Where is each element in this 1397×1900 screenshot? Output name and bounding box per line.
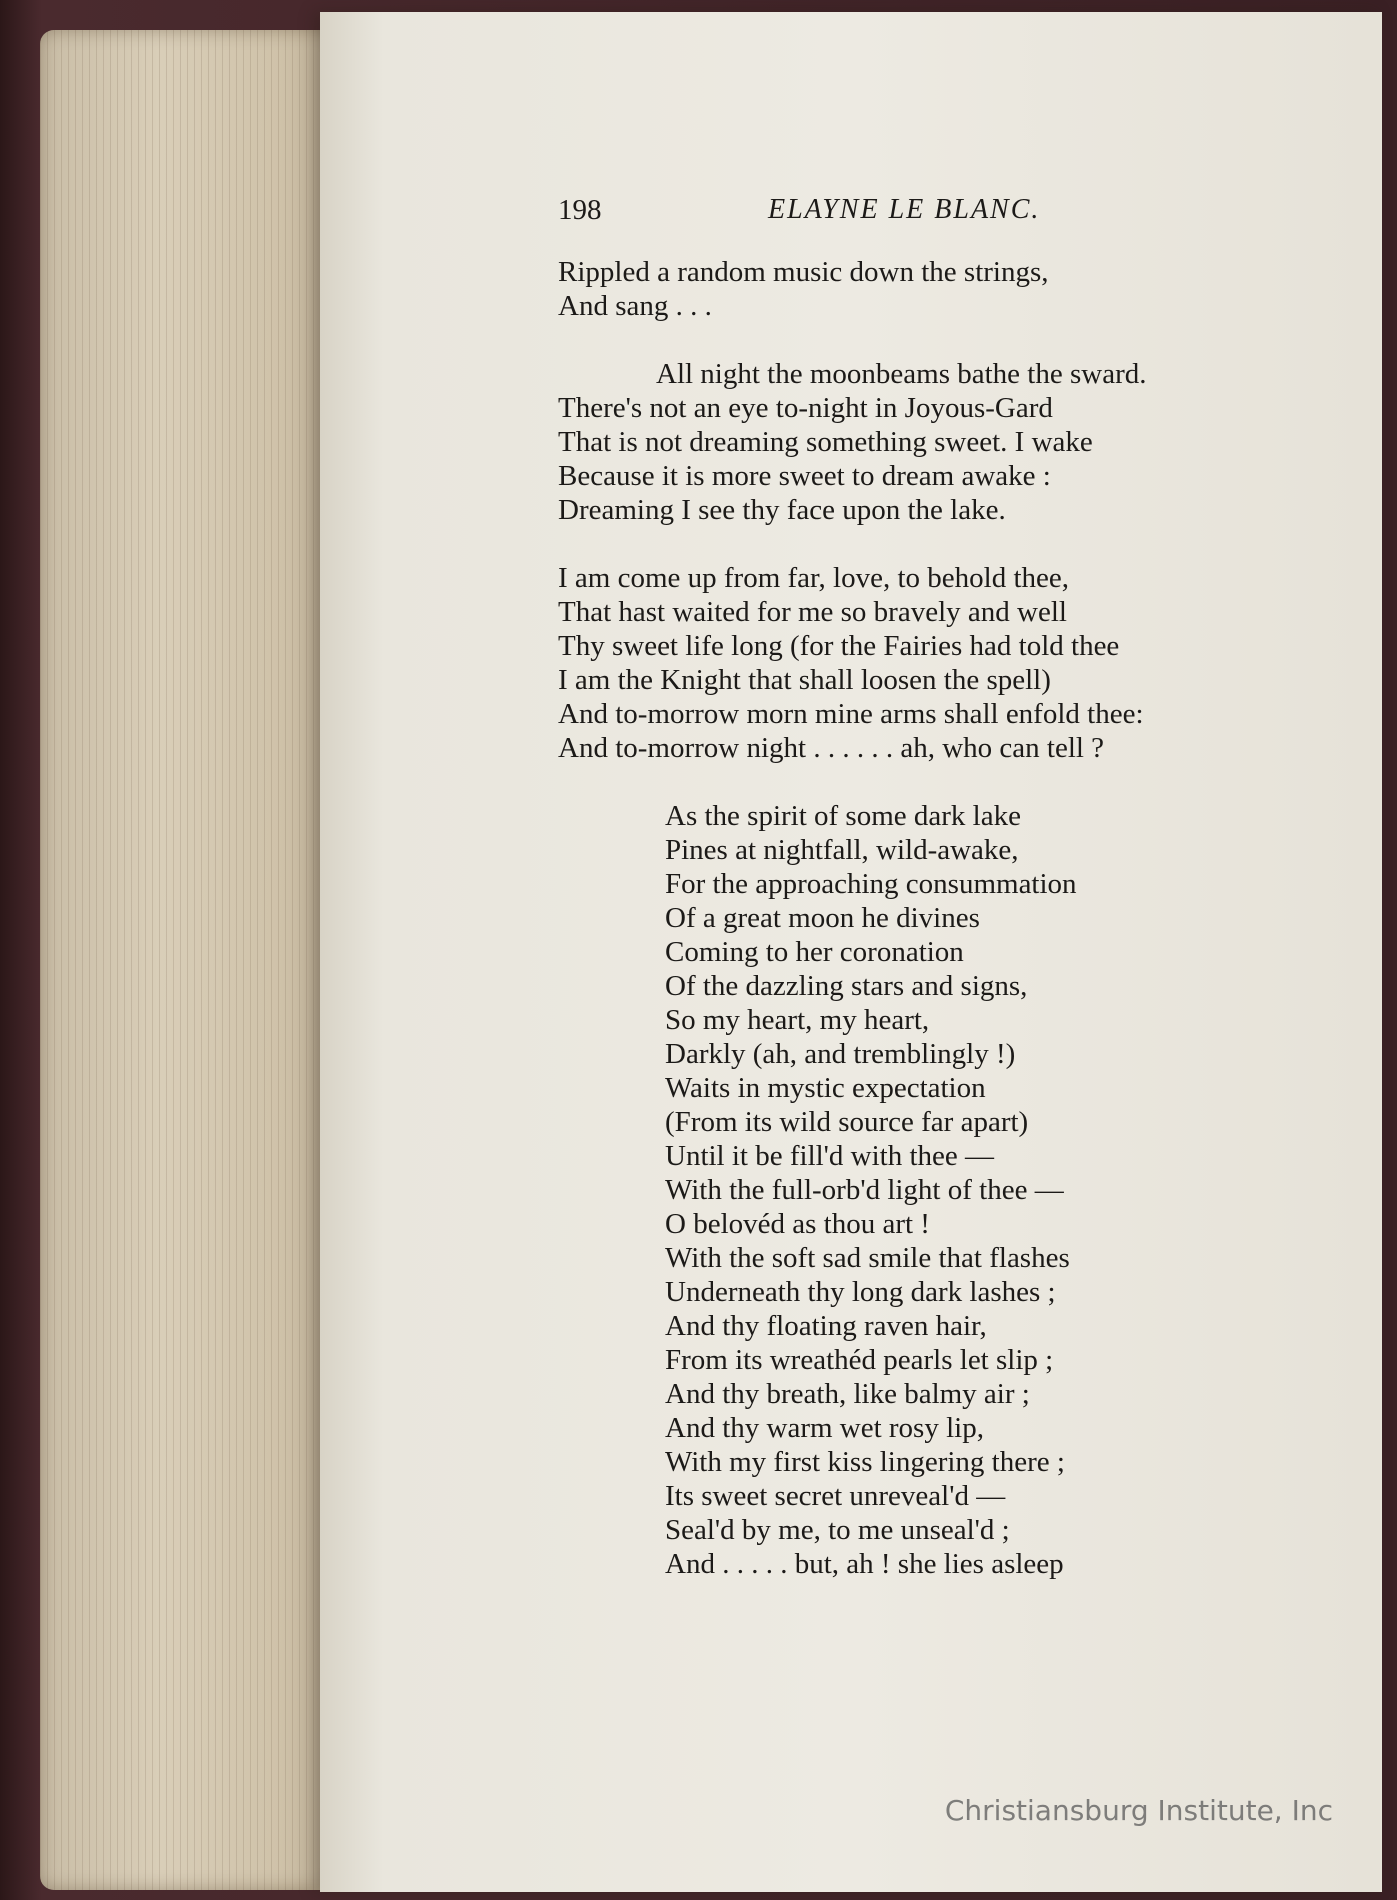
poem-line: As the spirit of some dark lake (665, 800, 1021, 832)
poem-line: Darkly (ah, and tremblingly !) (665, 1038, 1016, 1070)
poem-line: With my first kiss lingering there ; (665, 1446, 1065, 1478)
poem-line: Because it is more sweet to dream awake : (558, 460, 1051, 492)
poem-line: And sang . . . (558, 290, 712, 322)
poem-line: Underneath thy long dark lashes ; (665, 1276, 1056, 1308)
page-edges (40, 30, 340, 1890)
poem-line: I am the Knight that shall loosen the spell) (558, 664, 1051, 696)
poem-line: And . . . . . but, ah ! she lies asleep (665, 1548, 1064, 1580)
poem-line: Its sweet secret unreveal'd — (665, 1480, 1006, 1512)
poem-line: That is not dreaming something sweet. I wake (558, 426, 1093, 458)
page-number: 198 (558, 194, 602, 226)
watermark: Christiansburg Institute, Inc (944, 1794, 1333, 1827)
poem-line: Of the dazzling stars and signs, (665, 970, 1028, 1002)
poem-line: Thy sweet life long (for the Fairies had told thee (558, 630, 1120, 662)
poem-line: From its wreathéd pearls let slip ; (665, 1344, 1054, 1376)
poem-line: And thy breath, like balmy air ; (665, 1378, 1030, 1410)
poem-line: Of a great moon he divines (665, 902, 980, 934)
poem-line: That hast waited for me so bravely and well (558, 596, 1067, 628)
poem-line: And to-morrow morn mine arms shall enfold thee: (558, 698, 1144, 730)
poem-line: Pines at nightfall, wild-awake, (665, 834, 1019, 866)
poem-line: Coming to her coronation (665, 936, 964, 968)
poem-line: There's not an eye to-night in Joyous-Gard (558, 392, 1053, 424)
poem-line: Waits in mystic expectation (665, 1072, 986, 1104)
poem-line: So my heart, my heart, (665, 1004, 930, 1036)
poem-line: All night the moonbeams bathe the sward. (656, 358, 1147, 390)
stanza (558, 561, 1308, 765)
page-header (558, 194, 1118, 234)
poem-line: And thy floating raven hair, (665, 1310, 987, 1342)
stanza (558, 799, 1308, 1581)
stanza (558, 255, 1308, 323)
poem-line: O belovéd as thou art ! (665, 1208, 930, 1240)
poem-line: For the approaching consummation (665, 868, 1077, 900)
poem-line: And to-morrow night . . . . . . ah, who can tell ? (558, 732, 1105, 764)
poem-line: I am come up from far, love, to behold thee, (558, 562, 1069, 594)
poem-line: Rippled a random music down the strings, (558, 256, 1049, 288)
poem-line: Dreaming I see thy face upon the lake. (558, 494, 1006, 526)
poem-text (558, 255, 1308, 1615)
poem-line: Until it be fill'd with thee — (665, 1140, 995, 1172)
poem-line: And thy warm wet rosy lip, (665, 1412, 984, 1444)
running-title: ELAYNE LE BLANC. (768, 194, 1041, 225)
poem-line: Seal'd by me, to me unseal'd ; (665, 1514, 1010, 1546)
stanza (558, 357, 1308, 527)
poem-line: With the soft sad smile that flashes (665, 1242, 1070, 1274)
poem-line: With the full-orb'd light of thee — (665, 1174, 1064, 1206)
poem-line: (From its wild source far apart) (665, 1106, 1029, 1138)
